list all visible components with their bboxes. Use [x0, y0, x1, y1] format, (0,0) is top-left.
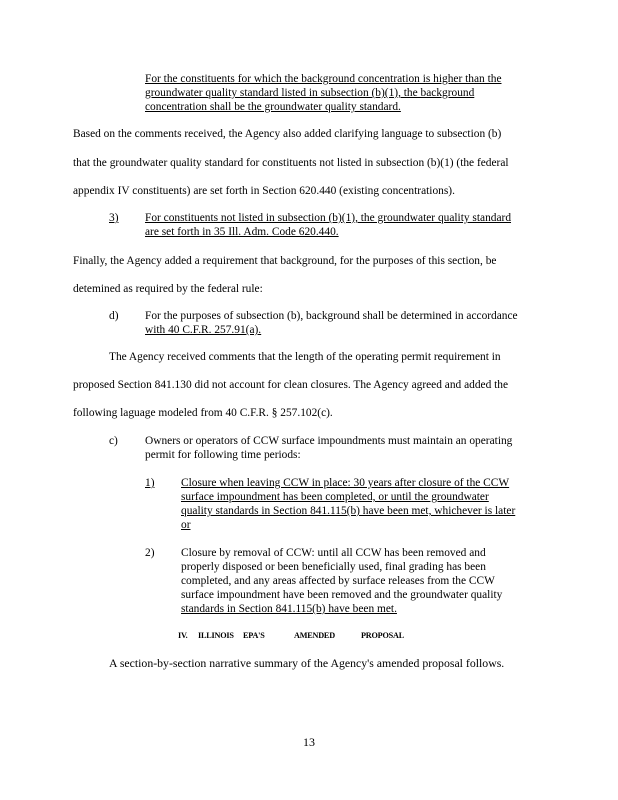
body-line: The Agency received comments that the length of the operating permit requirement in — [109, 351, 501, 363]
list-marker: 2) — [145, 547, 155, 559]
body-line: proposed Section 841.130 did not account for clean closures. The Agency agreed and added the — [73, 379, 509, 391]
body-line: detemined as required by the federal rule: — [73, 283, 263, 295]
list-marker: d) — [109, 310, 119, 322]
body-line: A section-by-section narrative summary of the Agency's amended proposal follows. — [109, 656, 505, 670]
inserted-text-item-3 — [145, 211, 511, 239]
text-line: properly disposed or been beneficially used, final grading has been — [181, 561, 486, 573]
text-line: concentration shall be the groundwater quality standard. — [145, 101, 401, 113]
text-line: completed, and any areas affected by surface releases from the CCW — [181, 575, 495, 587]
text-line: Owners or operators of CCW surface impoundments must maintain an operating — [145, 435, 513, 447]
body-line: Finally, the Agency added a requirement that background, for the purposes of this section, be — [73, 255, 497, 267]
body-line: following laguage modeled from 40 C.F.R. § 257.102(c). — [73, 407, 333, 419]
text-line: are set forth in 35 Ill. Adm. Code 620.440. — [145, 226, 339, 238]
text-line: quality standards in Section 841.115(b) have been met, whichever is later — [181, 505, 516, 517]
text-line: For the constituents for which the background concentration is higher than the — [145, 73, 502, 85]
text-line: with 40 C.F.R. 257.91(a). — [145, 324, 262, 336]
body-line: appendix IV constituents) are set forth in Section 620.440 (existing concentrations). — [73, 185, 455, 197]
list-item-c — [145, 434, 512, 462]
text-line: surface impoundment has been completed, or until the groundwater — [181, 491, 489, 503]
body-line: Based on the comments received, the Agency also added clarifying language to subsection (b) — [73, 128, 502, 140]
section-heading-word: PROPOSAL — [361, 631, 404, 640]
text-line: For the purposes of subsection (b), background shall be determined in accordance — [145, 310, 518, 322]
page-number: 13 — [303, 735, 315, 749]
text-line: surface impoundment have been removed and the groundwater quality — [181, 589, 503, 601]
list-marker: 3) — [109, 212, 119, 224]
section-heading-numeral: IV. — [178, 631, 188, 640]
list-marker: 1) — [145, 477, 155, 489]
text-line: or — [181, 519, 191, 531]
text-line: Closure when leaving CCW in place: 30 years after closure of the CCW — [181, 477, 510, 489]
text-line: groundwater quality standard listed in subsection (b)(1), the background — [145, 87, 475, 99]
body-line: that the groundwater quality standard for constituents not listed in subsection (b)(1) (the federal — [73, 157, 509, 169]
sub-item-1 — [181, 476, 515, 532]
section-heading-word: AMENDED — [294, 631, 335, 640]
inserted-text-background-concentration — [145, 72, 502, 114]
text-line: Closure by removal of CCW: until all CCW has been removed and — [181, 547, 486, 559]
text-line: permit for following time periods: — [145, 449, 301, 461]
list-marker: c) — [109, 435, 118, 447]
section-heading-word: ILLINOIS — [198, 631, 234, 640]
list-item-d — [145, 309, 518, 337]
section-heading-word: EPA'S — [243, 631, 265, 640]
sub-item-2 — [181, 546, 502, 616]
text-line: For constituents not listed in subsection (b)(1), the groundwater quality standard — [145, 212, 512, 224]
text-line: standards in Section 841.115(b) have been met. — [181, 603, 397, 615]
